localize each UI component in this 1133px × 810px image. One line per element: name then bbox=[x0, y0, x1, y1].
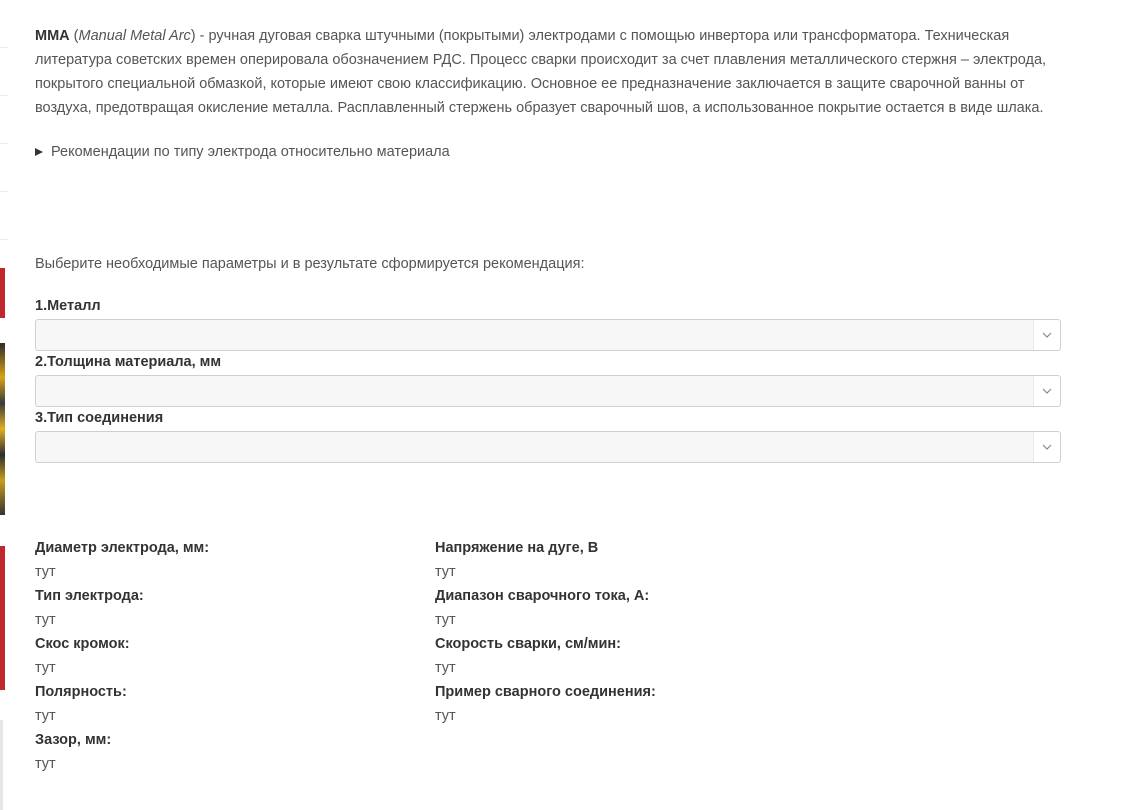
electrode-type-label: Тип электрода: bbox=[35, 588, 144, 604]
intro-open-paren: ( bbox=[69, 28, 79, 44]
results-right-column bbox=[435, 536, 656, 728]
edge-bevel-value: тут bbox=[35, 660, 56, 676]
current-range-label: Диапазон сварочного тока, А: bbox=[435, 588, 650, 604]
chevron-down-icon bbox=[1033, 320, 1060, 350]
thickness-field-label: 2.Толщина материала, мм bbox=[35, 354, 222, 370]
chevron-down-icon bbox=[1033, 376, 1060, 406]
joint-type-field-label: 3.Тип соединения bbox=[35, 410, 164, 426]
current-range-value: тут bbox=[435, 612, 456, 628]
intro-text: ) - ручная дуговая сварка штучными (покрытыми) электродами с помощью инвертора или трансформатора. Техническая литература советских времен оперировала обозначением РДС. Процесс сварки происходит за счет плавления металлического стержня – электрода, покрытого специальной обмазкой, которые имеют свою классификацию. Основное ее предназначение заключается в защите сварочной ванны от воздуха, предотвращая окисление металла. Расплавленный стержень образует сварочный шов, а использованное покрытие остается в виде шлака. bbox=[35, 28, 1047, 116]
edge-bevel-label: Скос кромок: bbox=[35, 636, 130, 652]
polarity-label: Полярность: bbox=[35, 684, 127, 700]
details-summary-label: Рекомендации по типу электрода относительно материала bbox=[51, 144, 450, 160]
adjacent-red-banner-edge bbox=[0, 268, 5, 318]
adjacent-image-edge bbox=[0, 343, 5, 515]
adjacent-red-banner-edge-2 bbox=[0, 546, 5, 690]
thickness-select[interactable] bbox=[35, 375, 1061, 407]
metal-select[interactable] bbox=[35, 319, 1061, 351]
adjacent-divider-edge bbox=[0, 720, 3, 810]
intro-expansion: Manual Metal Arc bbox=[78, 28, 191, 44]
electrode-diameter-label: Диаметр электрода, мм: bbox=[35, 540, 210, 556]
disclosure-triangle-icon bbox=[35, 148, 43, 156]
joint-type-select[interactable] bbox=[35, 431, 1061, 463]
welding-speed-value: тут bbox=[435, 660, 456, 676]
adjacent-column-edge bbox=[0, 0, 8, 260]
calculator-content bbox=[35, 24, 1061, 772]
form-prompt: Выберите необходимые параметры и в результате сформируется рекомендация: bbox=[35, 256, 585, 272]
gap-value: тут bbox=[35, 756, 56, 772]
welding-speed-label: Скорость сварки, см/мин: bbox=[435, 636, 622, 652]
electrode-diameter-value: тут bbox=[35, 564, 56, 580]
arc-voltage-label: Напряжение на дуге, В bbox=[435, 540, 599, 556]
gap-label: Зазор, мм: bbox=[35, 732, 112, 748]
electrode-type-value: тут bbox=[35, 612, 56, 628]
chevron-down-icon bbox=[1033, 432, 1060, 462]
intro-abbr: MMA bbox=[35, 28, 70, 44]
joint-example-value: тут bbox=[435, 708, 456, 724]
metal-field-label: 1.Металл bbox=[35, 298, 101, 314]
results-left-column bbox=[35, 536, 209, 776]
electrode-recommendations-toggle[interactable] bbox=[35, 140, 1061, 164]
joint-example-label: Пример сварного соединения: bbox=[435, 684, 656, 700]
intro-paragraph bbox=[35, 24, 1061, 120]
arc-voltage-value: тут bbox=[435, 564, 456, 580]
polarity-value: тут bbox=[35, 708, 56, 724]
